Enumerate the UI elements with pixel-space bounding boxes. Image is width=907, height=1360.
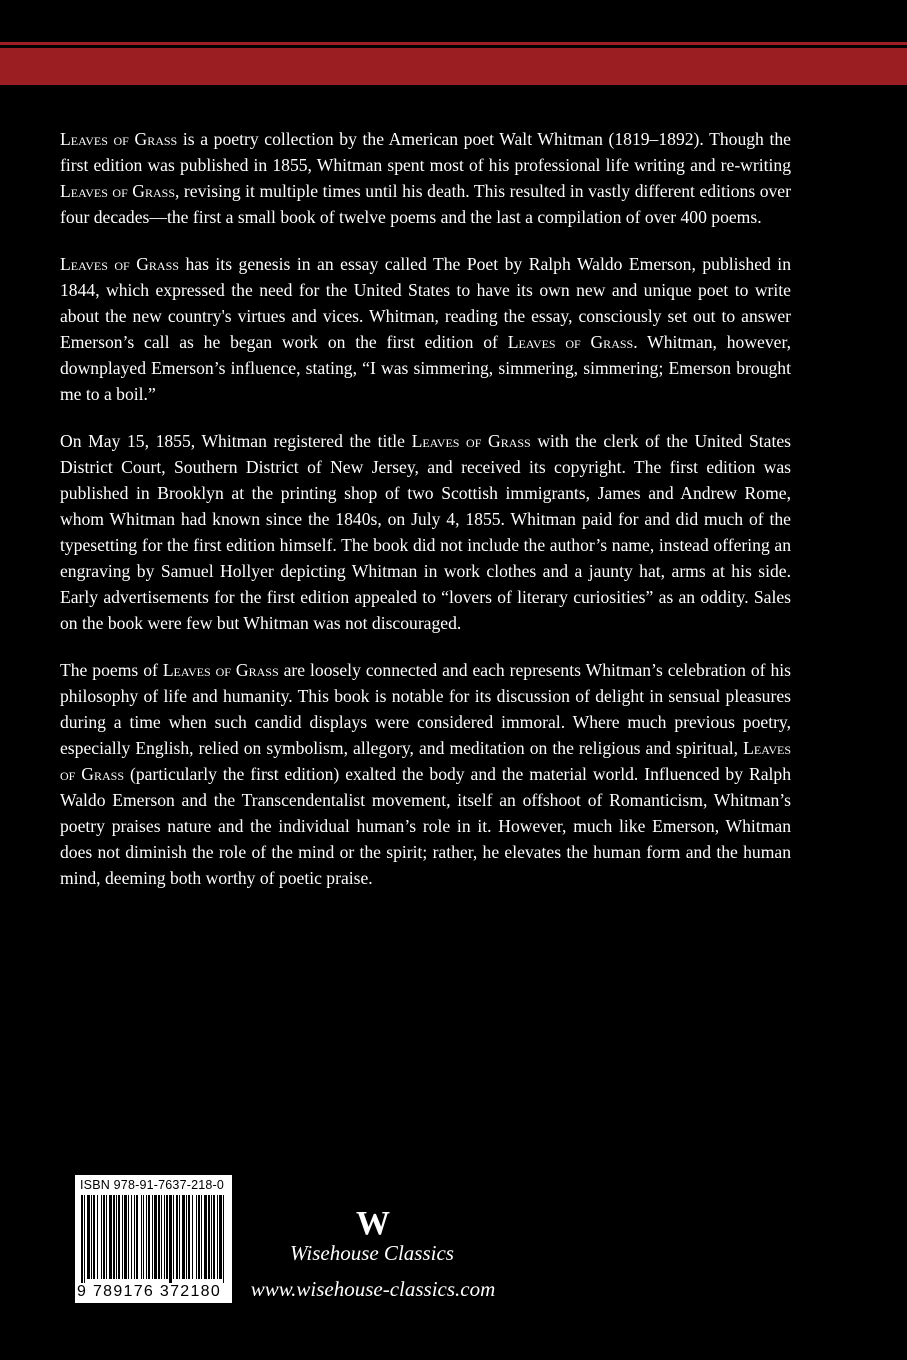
barcode-bar xyxy=(97,1195,98,1279)
blurb-text: (particularly the first edition) exalted the body and the material world. Influenced by Ralph Waldo Emerson and the Transcendentalist movement, itself an offshoot of Romanticism, Whitman’s poetry praises nature and the individual human’s role in it. However, much like Emerson, Whitman does not diminish the role of the mind or the spirit; rather, he elevates the human form and the human mind, deeming both worthy of poetic praise. xyxy=(60,764,791,888)
barcode-bar xyxy=(143,1195,144,1279)
top-red-band xyxy=(0,48,907,85)
barcode-bar xyxy=(81,1195,83,1283)
barcode-bar xyxy=(128,1195,129,1279)
barcode-digits: 9 789176 372180 xyxy=(77,1283,222,1300)
barcode-bar xyxy=(161,1195,162,1279)
blurb-text: The poems of xyxy=(60,660,163,680)
barcode-bar xyxy=(91,1195,92,1279)
barcode-bar xyxy=(146,1195,147,1279)
barcode-bar xyxy=(131,1195,132,1279)
blurb-text: . Whitman, however, downplayed Emerson’s influence, stating, “I was simmering, simmering, simmering; Emerson brought me to a boil.” xyxy=(60,332,792,404)
barcode-bar xyxy=(182,1195,185,1279)
barcode-bar xyxy=(219,1195,222,1279)
barcode-bar xyxy=(213,1195,215,1279)
barcode-bar xyxy=(136,1195,138,1279)
barcode-bar xyxy=(84,1195,85,1283)
blurb-text: On May 15, 1855, Whitman registered the title xyxy=(60,431,412,451)
barcode-bar xyxy=(87,1195,90,1279)
barcode-bar xyxy=(196,1195,197,1279)
barcode-bar xyxy=(106,1195,107,1279)
barcode-bar xyxy=(124,1195,127,1279)
barcode-bar xyxy=(116,1195,117,1279)
barcode-bar xyxy=(208,1195,210,1279)
barcode-bar xyxy=(103,1195,105,1279)
blurb-text: with the clerk of the United States District Court, Southern District of New Jersey, and received its copyright. The first edition was published in Brooklyn at the printing shop of two Scottish immigrants, James and Andrew Rome, whom Whitman had known since the 1840s, on July 4, 1855. Whitman paid for and did much of the typesetting for the first edition himself. The book did not include the author’s name, instead offering an engraving by Samuel Hollyer depicting Whitman in work clothes and a jaunty hat, arms at his side. Early advertisements for the first edition appealed to “lovers of literary curiosities” as an oddity. Sales on the book were few but Whitman was not discouraged. xyxy=(60,431,791,633)
barcode-bar xyxy=(118,1195,120,1279)
blurb-paragraph-1 xyxy=(60,126,791,230)
book-title-text: Leaves of Grass xyxy=(411,431,531,451)
barcode-bar xyxy=(204,1195,207,1279)
barcode-bar xyxy=(223,1195,224,1283)
barcode-bar xyxy=(192,1195,193,1279)
wisehouse-logo-icon xyxy=(353,1204,393,1240)
top-rule xyxy=(0,42,907,45)
publisher-name: Wisehouse Classics xyxy=(290,1241,454,1265)
barcode-bar xyxy=(188,1195,190,1279)
barcode-bar xyxy=(158,1195,160,1279)
barcode-bar xyxy=(201,1195,202,1279)
blurb-paragraph-4 xyxy=(60,657,791,891)
barcode-bar xyxy=(164,1195,165,1279)
blurb-text: has its genesis in an essay called The Poet by Ralph Waldo Emerson, published in 1844, which expressed the need for the United States to have its own new and unique poet to write about the new country's virtues and vices. Whitman, reading the essay, consciously set out to answer Emerson’s call as he began work on the first edition of xyxy=(60,254,791,352)
book-title-text: Leaves of Grass xyxy=(60,181,175,201)
barcode-bar xyxy=(154,1195,157,1279)
barcode-bar xyxy=(173,1195,174,1279)
barcode-bar xyxy=(198,1195,200,1279)
barcode-bar xyxy=(134,1195,135,1279)
blurb-paragraph-2 xyxy=(60,251,791,407)
blurb-paragraph-3 xyxy=(60,428,791,636)
barcode-bar xyxy=(186,1195,187,1279)
barcode-bar xyxy=(217,1195,218,1279)
barcode-bar xyxy=(169,1195,172,1283)
isbn-label: ISBN 978-91-7637-218-0 xyxy=(80,1178,225,1192)
barcode-bar xyxy=(93,1195,95,1279)
logo-letter: W xyxy=(356,1205,390,1240)
barcode-bar xyxy=(122,1195,123,1279)
book-title-text: Leaves of Grass xyxy=(162,660,279,680)
barcode-bar xyxy=(113,1195,115,1279)
barcode-bar xyxy=(211,1195,212,1279)
blurb-text: is a poetry collection by the American poet Walt Whitman (1819–1892). Though the first edition was published in 1855, Whitman spent most of his professional life writing and re-writing xyxy=(60,129,791,175)
barcode-bar xyxy=(101,1195,102,1279)
blurb-text: are loosely connected and each represents Whitman’s celebration of his philosophy of life and humanity. This book is notable for its discussion of delight in sensual pleasures during a time when such candid displays were considered immoral. Where much previous poetry, especially English, relied on symbolism, allegory, and meditation on the religious and spiritual, xyxy=(60,660,791,758)
back-cover-blurb xyxy=(60,126,791,912)
barcode-bar xyxy=(141,1195,142,1279)
barcode-bar xyxy=(166,1195,168,1279)
book-title-text: Leaves of Grass xyxy=(60,129,178,149)
barcode-bar xyxy=(176,1195,178,1279)
barcode-bar xyxy=(179,1195,180,1279)
book-title-text: Leaves of Grass xyxy=(60,254,179,274)
barcode-bar xyxy=(152,1195,153,1279)
book-title-text: Leaves of Grass xyxy=(507,332,634,352)
barcode-bar xyxy=(109,1195,112,1279)
isbn-barcode xyxy=(75,1175,232,1303)
barcode-bar xyxy=(148,1195,150,1279)
publisher-website: www.wisehouse-classics.com xyxy=(250,1277,496,1301)
book-title-text: Leaves of Grass xyxy=(60,738,791,784)
blurb-text: , revising it multiple times until his death. This resulted in vastly different editions over four decades—the first a small book of twelve poems and the last a compilation of over 400 poems. xyxy=(60,181,791,227)
